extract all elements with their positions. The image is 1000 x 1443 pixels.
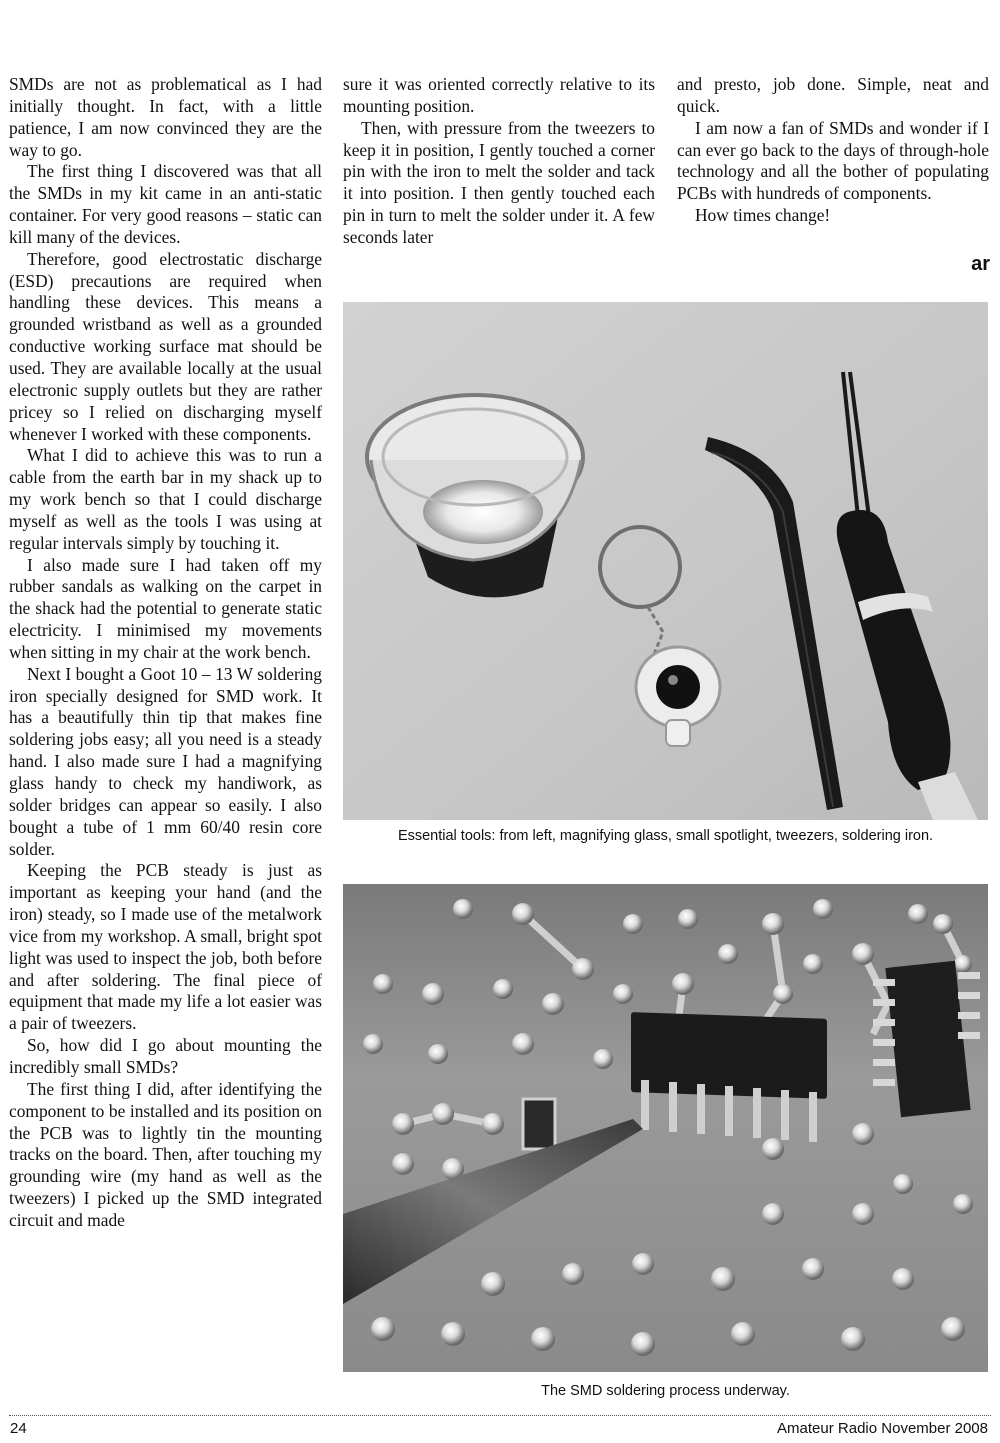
paragraph: How times change!: [695, 205, 831, 226]
article-column-3: [677, 74, 989, 227]
article-end-mark: ar: [971, 253, 990, 275]
tools-photo: [343, 302, 988, 820]
publication-line: Amateur Radio November 2008: [777, 1420, 988, 1437]
paragraph: and presto, job done. Simple, neat and quick.: [677, 74, 989, 116]
paragraph: Then, with pressure from the tweezers to keep it in position, I gently touched a corner pin with the iron to melt the solder and tack it into position. I then gently touched each pin in turn to melt the solder under it. A few seconds later: [343, 117, 655, 247]
smd-component-image: [523, 1099, 555, 1149]
paragraph: I am now a fan of SMDs and wonder if I can ever go back to the days of through-hole technology and all the bother of populating PCBs with hundreds of components.: [677, 117, 989, 204]
paragraph: Therefore, good electrostatic discharge (ESD) precautions are required when handling these devices. This means a grounded wristband as well as a grounded conductive working surface mat should be used. They are available locally at the usual electronic supply outlets but they are rather pricey so I relied on discharging myself whenever I worked with these components.: [9, 248, 322, 444]
pcb-photo-caption: The SMD soldering process underway.: [541, 1383, 790, 1399]
paragraph: The first thing I did, after identifying the component to be installed and its position on the PCB was to lightly tin the mounting tracks on the board. Then, after touching my grounding wire (my hand as well as the tweezers) I picked up the SMD integrated circuit and made: [9, 1078, 322, 1230]
page-number: 24: [10, 1420, 27, 1437]
paragraph: SMDs are not as problematical as I had initially thought. In fact, with a little patience, I am now convinced they are the way to go.: [9, 74, 322, 160]
paragraph: Keeping the PCB steady is just as important as keeping your hand (and the iron) steady, so I made use of the metalwork vice from my workshop. A small, bright spot light was used to inspect the job, both before and after soldering. The final piece of equipment that made my life a lot easier was a pair of tweezers.: [9, 860, 322, 1034]
tools-photo-caption: Essential tools: from left, magnifying glass, small spotlight, tweezers, soldering iron.: [397, 828, 934, 844]
paragraph: sure it was oriented correctly relative to its mounting position.: [343, 74, 655, 116]
paragraph: I also made sure I had taken off my rubber sandals as walking on the carpet in the shack had the potential to generate static electricity. I minimised my movements when sitting in my chair at the work bench.: [9, 554, 322, 662]
pcb-photo: [343, 884, 988, 1372]
article-column-2: [343, 74, 655, 249]
footer-rule: [9, 1415, 991, 1416]
article-column-1: [9, 74, 322, 1232]
paragraph: So, how did I go about mounting the incredibly small SMDs?: [9, 1035, 322, 1077]
paragraph: What I did to achieve this was to run a cable from the earth bar in my shack up to my work bench so that I could discharge myself as well as the tools I was using at regular intervals simply by touching it.: [9, 445, 322, 553]
paragraph: The first thing I discovered was that all the SMDs in my kit came in an anti-static container. For very good reasons – static can kill many of the devices.: [9, 161, 322, 247]
paragraph: Next I bought a Goot 10 – 13 W soldering iron specially designed for SMD work. It has a beautifully thin tip that makes fine soldering jobs easy; all you need is a steady hand. I also made sure I had a magnifying glass handy to check my handiwork, as solder bridges can appear so easily. I also bought a tube of 1 mm 60/40 resin core solder.: [9, 663, 322, 859]
